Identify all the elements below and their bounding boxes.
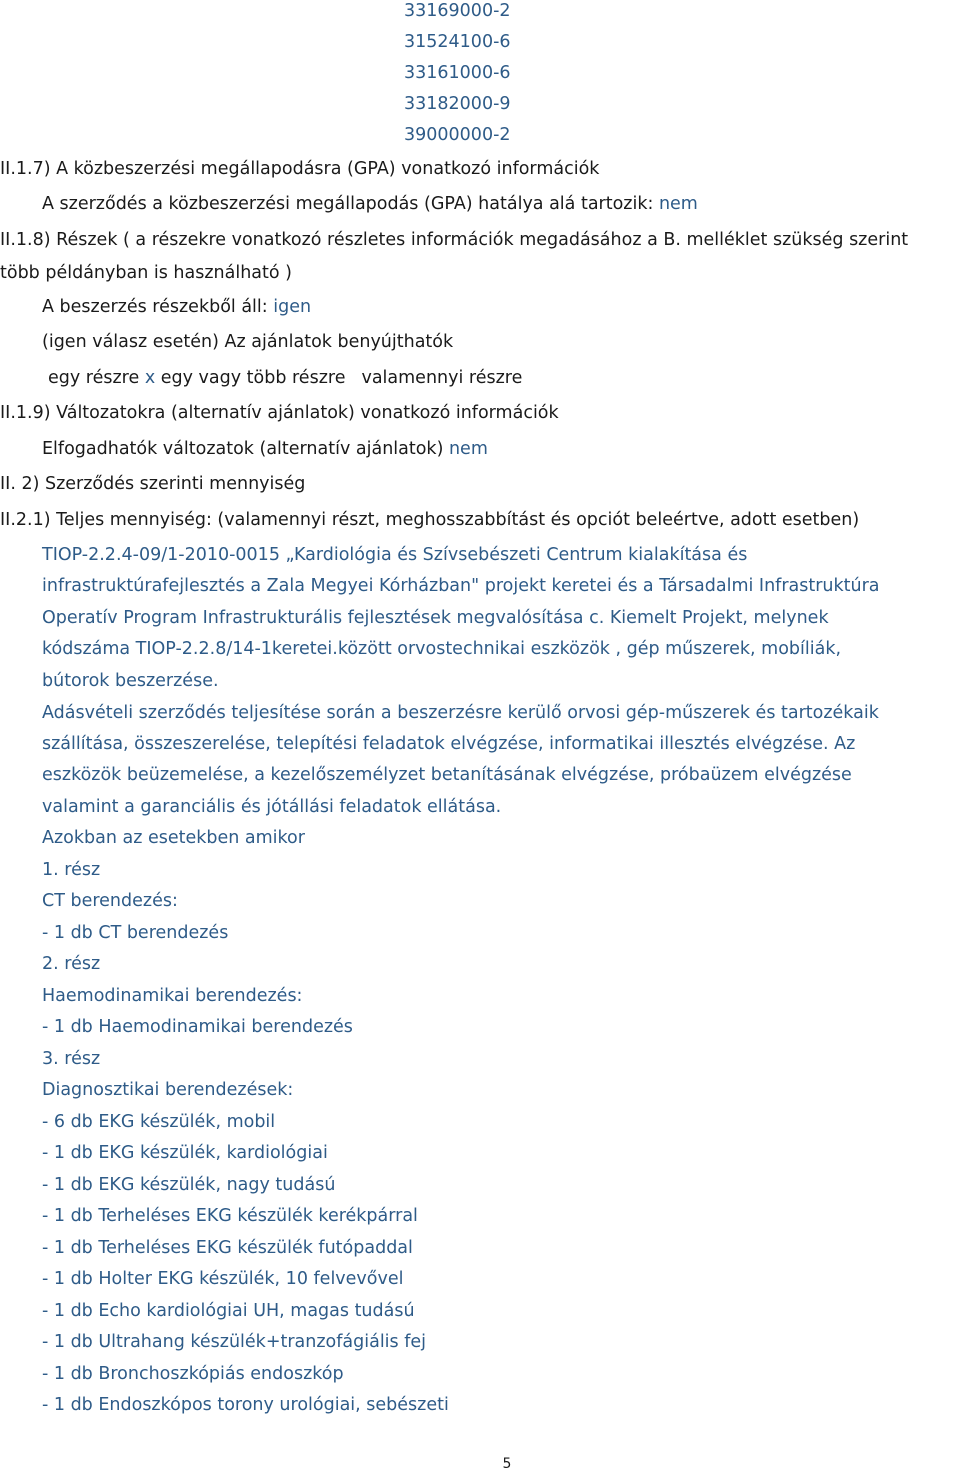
cpv-code: 33182000-9 xyxy=(404,94,511,114)
description-line: infrastruktúrafejlesztés a Zala Megyei Kórházban" projekt keretei és a Társadalmi Infrastruktúra xyxy=(42,576,880,596)
variants-heading: II.1.9) Változatokra (alternatív ajánlatok) vonatkozó információk xyxy=(0,403,559,423)
description-line: bútorok beszerzése. xyxy=(42,671,219,691)
parts-if-yes: (igen válasz esetén) Az ajánlatok benyújthatók xyxy=(42,332,454,352)
option-selected-mark: x xyxy=(144,368,156,388)
variants-line xyxy=(42,438,488,460)
option-all: valamennyi részre xyxy=(361,368,523,388)
description-line: - 1 db EKG készülék, nagy tudású xyxy=(42,1175,336,1195)
variants-value: nem xyxy=(448,439,488,459)
cpv-code: 33169000-2 xyxy=(404,1,511,21)
description-line: - 1 db Ultrahang készülék+tranzofágiális fej xyxy=(42,1332,427,1352)
gpa-value: nem xyxy=(658,194,698,214)
description-line: Adásvételi szerződés teljesítése során a beszerzésre kerülő orvosi gép-műszerek és tartozékaik xyxy=(42,703,879,723)
description-line: kódszáma TIOP-2.2.8/14-1keretei.között orvostechnikai eszközök , gép műszerek, mobíliák, xyxy=(42,639,842,659)
description-line: - 1 db EKG készülék, kardiológiai xyxy=(42,1143,328,1163)
parts-consists-line xyxy=(42,296,311,318)
description-line: TIOP-2.2.4-09/1-2010-0015 „Kardiológia és Szívsebészeti Centrum kialakítása és xyxy=(42,545,748,565)
gpa-line xyxy=(42,193,698,215)
description-line: eszközök beüzemelése, a kezelőszemélyzet betanításának elvégzése, próbaüzem elvégzése xyxy=(42,765,852,785)
description-line: Azokban az esetekben amikor xyxy=(42,828,305,848)
parts-options xyxy=(48,367,522,389)
cpv-code: 33161000-6 xyxy=(404,63,511,83)
quantity-heading: II. 2) Szerződés szerinti mennyiség xyxy=(0,474,306,494)
description-line: 3. rész xyxy=(42,1049,101,1069)
description-line: - 1 db Terheléses EKG készülék futópaddal xyxy=(42,1238,413,1258)
description-line: - 6 db EKG készülék, mobil xyxy=(42,1112,276,1132)
description-line: valamint a garanciális és jótállási feladatok ellátása. xyxy=(42,797,502,817)
quantity-subheading: II.2.1) Teljes mennyiség: (valamennyi részt, meghosszabbítást és opciót beleértve, adott esetben) xyxy=(0,510,860,530)
description-line: Diagnosztikai berendezések: xyxy=(42,1080,294,1100)
parts-consists-label: A beszerzés részekből áll: xyxy=(42,297,274,317)
description-line: Haemodinamikai berendezés: xyxy=(42,986,303,1006)
description-line: - 1 db Endoszkópos torony urológiai, sebészeti xyxy=(42,1395,449,1415)
description-line: - 1 db CT berendezés xyxy=(42,923,229,943)
cpv-code: 31524100-6 xyxy=(404,32,511,52)
description-line: - 1 db Echo kardiológiai UH, magas tudású xyxy=(42,1301,415,1321)
description-line: CT berendezés: xyxy=(42,891,178,911)
description-line: Operatív Program Infrastrukturális fejlesztések megvalósítása c. Kiemelt Projekt, melynek xyxy=(42,608,829,628)
gpa-label: A szerződés a közbeszerzési megállapodás (GPA) hatálya alá tartozik: xyxy=(42,194,659,214)
description-line: 2. rész xyxy=(42,954,101,974)
cpv-code: 39000000-2 xyxy=(404,125,511,145)
description-line: 1. rész xyxy=(42,860,101,880)
description-line: - 1 db Haemodinamikai berendezés xyxy=(42,1017,353,1037)
parts-heading: II.1.8) Részek ( a részekre vonatkozó részletes információk megadásához a B. melléklet szükség szerint xyxy=(0,230,909,250)
option-one: egy részre xyxy=(48,368,145,388)
gpa-heading: II.1.7) A közbeszerzési megállapodásra (GPA) vonatkozó információk xyxy=(0,159,600,179)
description-line: - 1 db Terheléses EKG készülék kerékpárral xyxy=(42,1206,418,1226)
page-number: 5 xyxy=(502,1456,512,1472)
parts-heading-cont: több példányban is használható ) xyxy=(0,263,292,283)
variants-label: Elfogadhatók változatok (alternatív ajánlatok) xyxy=(42,439,449,459)
description-line: - 1 db Bronchoszkópiás endoszkóp xyxy=(42,1364,344,1384)
description-line: szállítása, összeszerelése, telepítési feladatok elvégzése, informatikai illesztés elvégzése. Az xyxy=(42,734,856,754)
option-multi: egy vagy több részre xyxy=(155,368,346,388)
parts-consists-value: igen xyxy=(273,297,312,317)
description-line: - 1 db Holter EKG készülék, 10 felvevővel xyxy=(42,1269,404,1289)
